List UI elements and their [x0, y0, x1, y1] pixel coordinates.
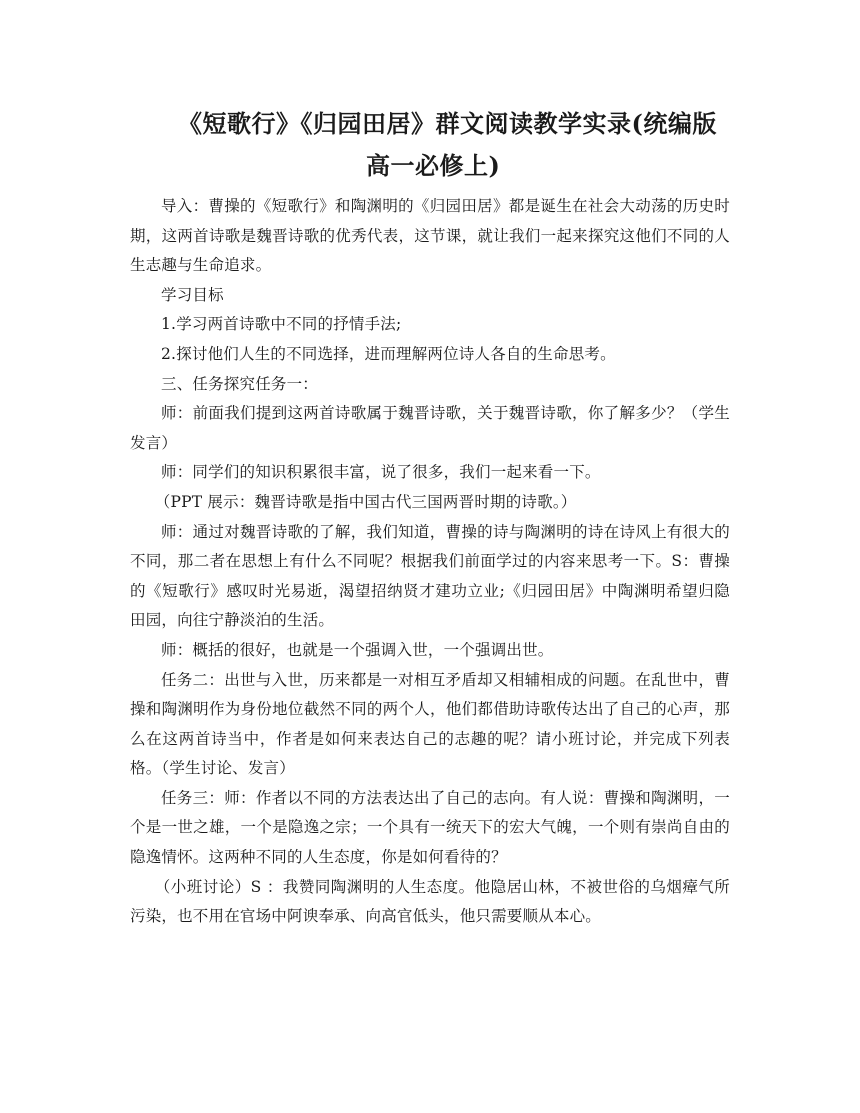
paragraph-teacher-question-1: 师：前面我们提到这两首诗歌属于魏晋诗歌，关于魏晋诗歌，你了解多少？（学生发言） — [130, 404, 730, 452]
paragraph-objective-2: 2.探讨他们人生的不同选择，进而理解两位诗人各自的生命思考。 — [161, 344, 616, 363]
document-title-line-2: 高一必修上) — [366, 151, 501, 180]
paragraph-objective-1: 1.学习两首诗歌中不同的抒情手法; — [161, 315, 402, 334]
document-body — [130, 192, 730, 932]
paragraph-task-1-heading: 三、任务探究任务一： — [161, 374, 319, 393]
paragraph-teacher-remark-1: 师：同学们的知识积累很丰富，说了很多，我们一起来看一下。 — [161, 463, 601, 482]
paragraph-student-answer: （小班讨论）S ：我赞同陶渊明的人生态度。他隐居山林，不被世俗的乌烟瘴气所污染，也不用在官场中阿谀奉承、向高官低头，他只需要顺从本心。 — [130, 877, 730, 926]
paragraph-teacher-question-2: 师：通过对魏晋诗歌的了解，我们知道，曹操的诗与陶渊明的诗在诗风上有很大的不同，那二者在思想上有什么不同呢？根据我们前面学过的内容来思考一下。S：曹操的《短歌行》感叹时光易逝，渴望招纳贤才建功立业;《归园田居》中陶渊明希望归隐田园，向往宁静淡泊的生活。 — [130, 522, 730, 630]
document-title-line-1: 《短歌行》《归园田居》群文阅读教学实录(统编版 — [178, 109, 717, 138]
paragraph-task-3: 任务三：师：作者以不同的方法表达出了自己的志向。有人说：曹操和陶渊明，一个是一世之雄，一个是隐逸之宗；一个具有一统天下的宏大气魄，一个则有崇尚自由的隐逸情怀。这两种不同的人生态度，你是如何看待的？ — [130, 788, 730, 867]
paragraph-objectives-heading: 学习目标 — [161, 285, 224, 304]
paragraph-task-2: 任务二：出世与入世，历来都是一对相互矛盾却又相辅相成的问题。在乱世中，曹操和陶渊明作为身份地位截然不同的两个人，他们都借助诗歌传达出了自己的心声，那么在这两首诗当中，作者是如何来表达自己的志趣的呢？请小班讨论，并完成下列表格。（学生讨论、发言） — [130, 670, 730, 778]
paragraph-teacher-remark-2: 师：概括的很好，也就是一个强调入世，一个强调出世。 — [161, 640, 554, 659]
paragraph-ppt-display: （PPT 展示：魏晋诗歌是指中国古代三国两晋时期的诗歌。） — [154, 492, 577, 511]
paragraph-intro: 导入：曹操的《短歌行》和陶渊明的《归园田居》都是诞生在社会大动荡的历史时期，这两首诗歌是魏晋诗歌的优秀代表，这节课，就让我们一起来探究这他们不同的人生志趣与生命追求。 — [130, 197, 730, 275]
